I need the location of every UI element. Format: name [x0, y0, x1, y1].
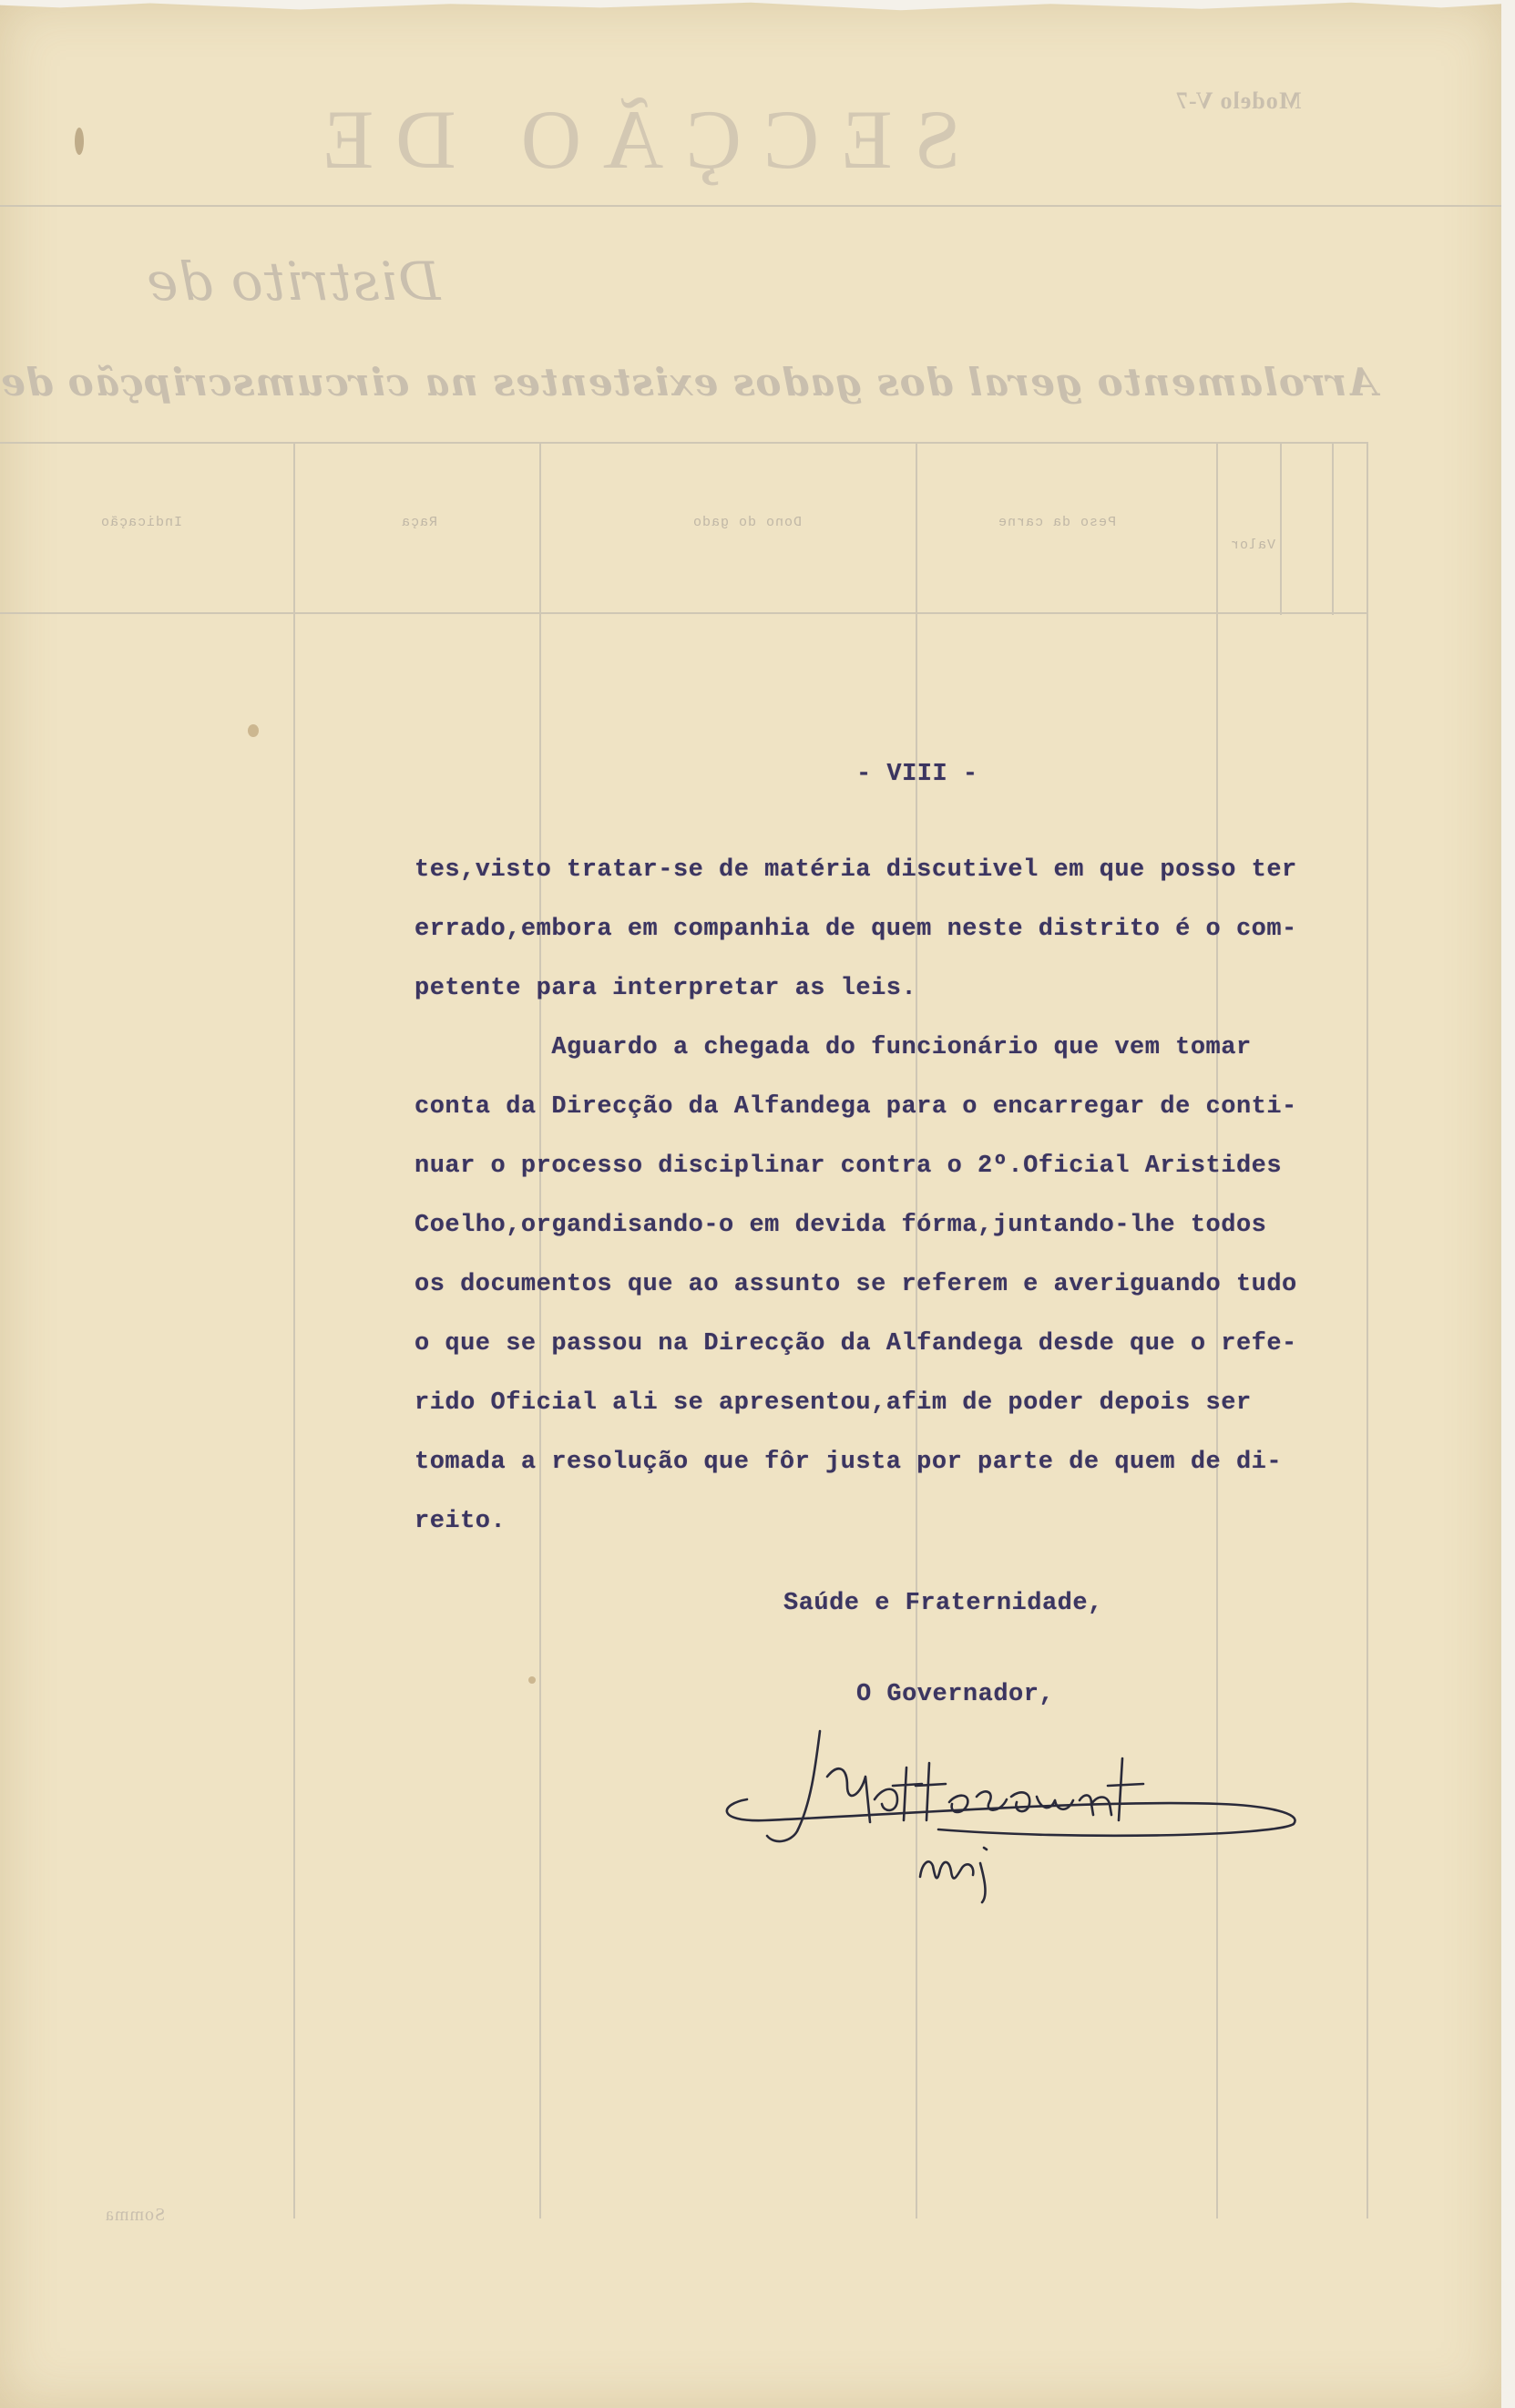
- letter-line: petente para interpretar as leis.: [415, 975, 917, 1002]
- bleed-column-line: [1280, 442, 1282, 615]
- bleed-rule: [0, 442, 1367, 444]
- letter-line: tes,visto tratar-se de matéria discutivel em que posso ter: [415, 856, 1297, 884]
- letter-line: o que se passou na Direcção da Alfandega desde que o refe-: [415, 1330, 1297, 1358]
- bleed-rule: [0, 612, 1367, 614]
- bleed-column-header: Raça: [401, 515, 438, 530]
- handwritten-signature: [711, 1713, 1330, 1904]
- letter-line: nuar o processo disciplinar contra o 2º.Oficial Aristides: [415, 1153, 1283, 1180]
- letter-line: Coelho,organdisando-o em devida fórma,juntando-lhe todos: [415, 1212, 1267, 1239]
- bleed-header: SECÇÃO DE: [301, 93, 961, 186]
- letter-line: os documentos que ao assunto se referem e averiguando tudo: [415, 1271, 1297, 1298]
- bleed-title: Arrolamento geral dos gados existentes na circumscripção de: [0, 360, 1377, 405]
- stain: [248, 724, 259, 737]
- bleed-column-header: Peso da carne: [998, 515, 1117, 530]
- letter-line: errado,embora em companhia de quem neste distrito é o com-: [415, 916, 1297, 943]
- closing-salutation: Saúde e Fraternidade,: [783, 1590, 1103, 1617]
- letter-line: tomada a resolução que fôr justa por parte de quem de di-: [415, 1449, 1283, 1476]
- bleed-model: Modelo V-7: [1175, 87, 1302, 114]
- stain: [75, 128, 84, 155]
- torn-edge: [0, 0, 1501, 13]
- bleed-column-line: [293, 442, 295, 2218]
- bleed-footer: Somma: [105, 2205, 166, 2225]
- letter-line: reito.: [415, 1508, 507, 1535]
- bleed-district: Distrito de: [146, 251, 441, 313]
- signer-role: O Governador,: [856, 1681, 1055, 1708]
- bleed-column-header: Valor: [1230, 538, 1276, 553]
- bleed-rule: [0, 205, 1501, 207]
- page-number: - VIII -: [856, 761, 978, 788]
- bleed-column-header: Dono do gado: [692, 515, 803, 530]
- letter-line: Aguardo a chegada do funcionário que vem tomar: [415, 1034, 1252, 1061]
- letter-line: rido Oficial ali se apresentou,afim de poder depois ser: [415, 1389, 1252, 1417]
- letter-line: conta da Direcção da Alfandega para o encarregar de conti-: [415, 1093, 1297, 1121]
- bleed-column-line: [1332, 442, 1334, 615]
- stain: [528, 1676, 536, 1684]
- bleed-column-header: Indicação: [100, 515, 183, 530]
